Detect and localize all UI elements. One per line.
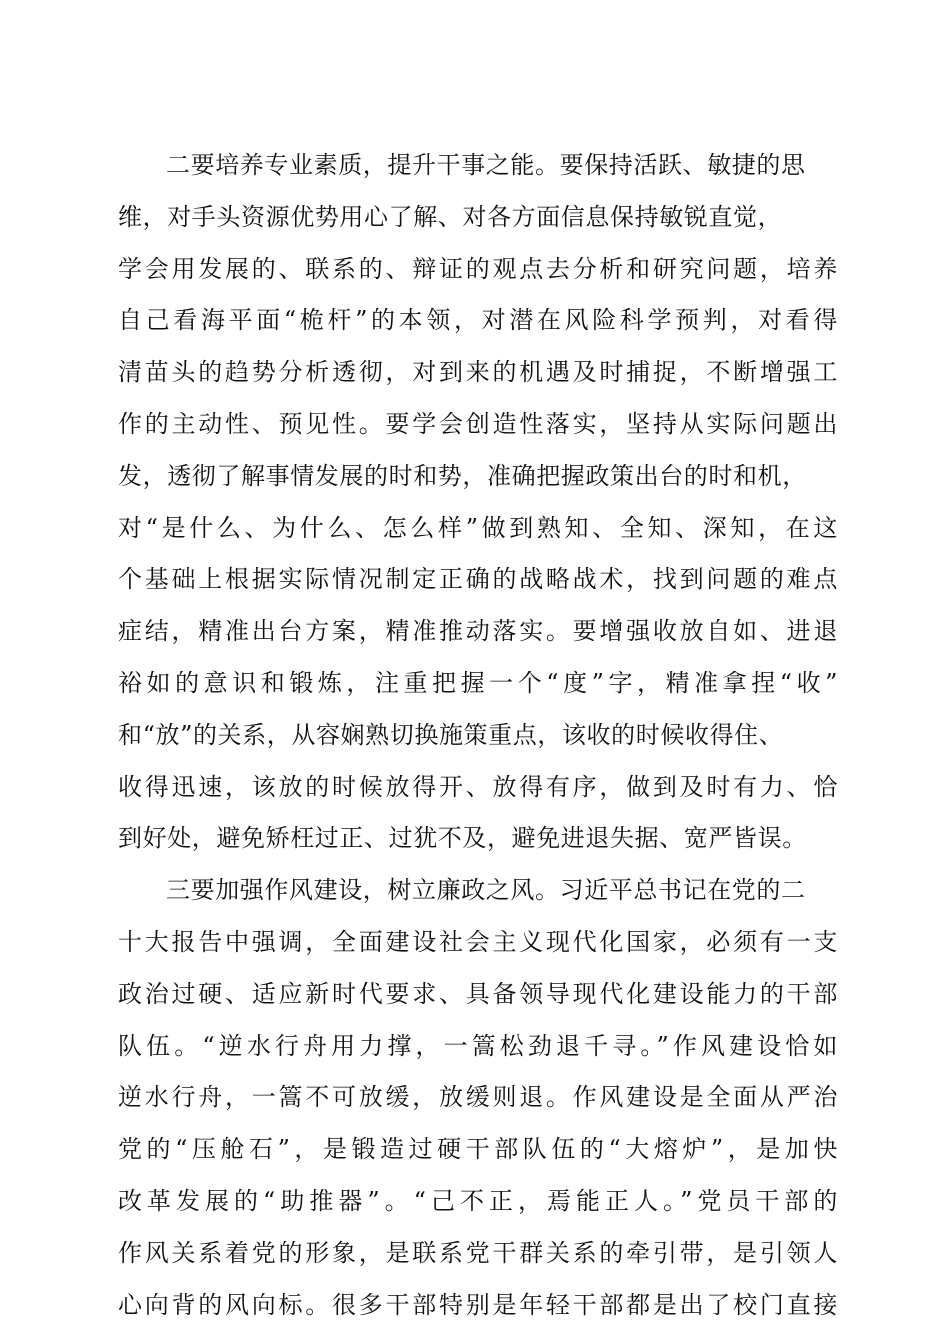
text-line: 改革发展的“助推器”。“己不正，焉能正人。”党员干部的 [118,1186,838,1215]
text-line: 心向背的风向标。很多干部特别是年轻干部都是出了校门直接 [118,1290,838,1319]
text-line: 收得迅速，该放的时候放得开、放得有序，做到及时有力、恰 [118,772,838,801]
document-body [118,140,838,1331]
text-line: 对“是什么、为什么、怎么样”做到熟知、全知、深知，在这 [118,513,838,542]
text-line: 二要培养专业素质，提升干事之能。要保持活跃、敏捷的思 [166,151,806,179]
text-line: 作的主动性、预见性。要学会创造性落实，坚持从实际问题出 [118,409,838,438]
text-line: 逆水行舟，一篙不可放缓，放缓则退。作风建设是全面从严治 [118,1083,838,1112]
paragraph-professional-quality [118,140,838,865]
text-line: 维，对手头资源优势用心了解、对各方面信息保持敏锐直觉， [118,202,783,231]
text-line: 清苗头的趋势分析透彻，对到来的机遇及时捕捉，不断增强工 [118,358,838,387]
text-line: 自己看海平面“桅杆”的本领，对潜在风险科学预判，对看得 [118,306,838,335]
text-line: 裕如的意识和锻炼，注重把握一个“度”字，精准拿捏“收” [118,668,838,697]
text-line: 作风关系着党的形象，是联系党干群关系的牵引带，是引领人 [118,1238,838,1267]
text-line: 和“放”的关系，从容娴熟切换施策重点，该收的时候收得住、 [118,720,784,749]
text-line: 发，透彻了解事情发展的时和势，准确把握政策出台的时和机， [118,461,807,490]
text-line: 到好处，避免矫枉过正、过犹不及，避免进退失据、宽严皆误。 [118,824,807,853]
text-line: 个基础上根据实际情况制定正确的战略战术，找到问题的难点 [118,565,838,594]
text-line: 学会用发展的、联系的、辩证的观点去分析和研究问题，培养 [118,254,838,283]
text-line: 三要加强作风建设，树立廉政之风。习近平总书记在党的二 [166,876,806,905]
text-line: 政治过硬、适应新时代要求、具备领导现代化建设能力的干部 [118,979,838,1008]
text-line: 症结，精准出台方案，精准推动落实。要增强收放自如、进退 [118,617,838,646]
text-line: 十大报告中强调，全面建设社会主义现代化国家，必须有一支 [118,927,838,956]
text-line: 党的“压舱石”，是锻造过硬干部队伍的“大熔炉”，是加快 [118,1135,838,1164]
paragraph-work-style [118,865,838,1331]
text-line: 队伍。“逆水行舟用力撑，一篙松劲退千寻。”作风建设恰如 [118,1031,838,1060]
